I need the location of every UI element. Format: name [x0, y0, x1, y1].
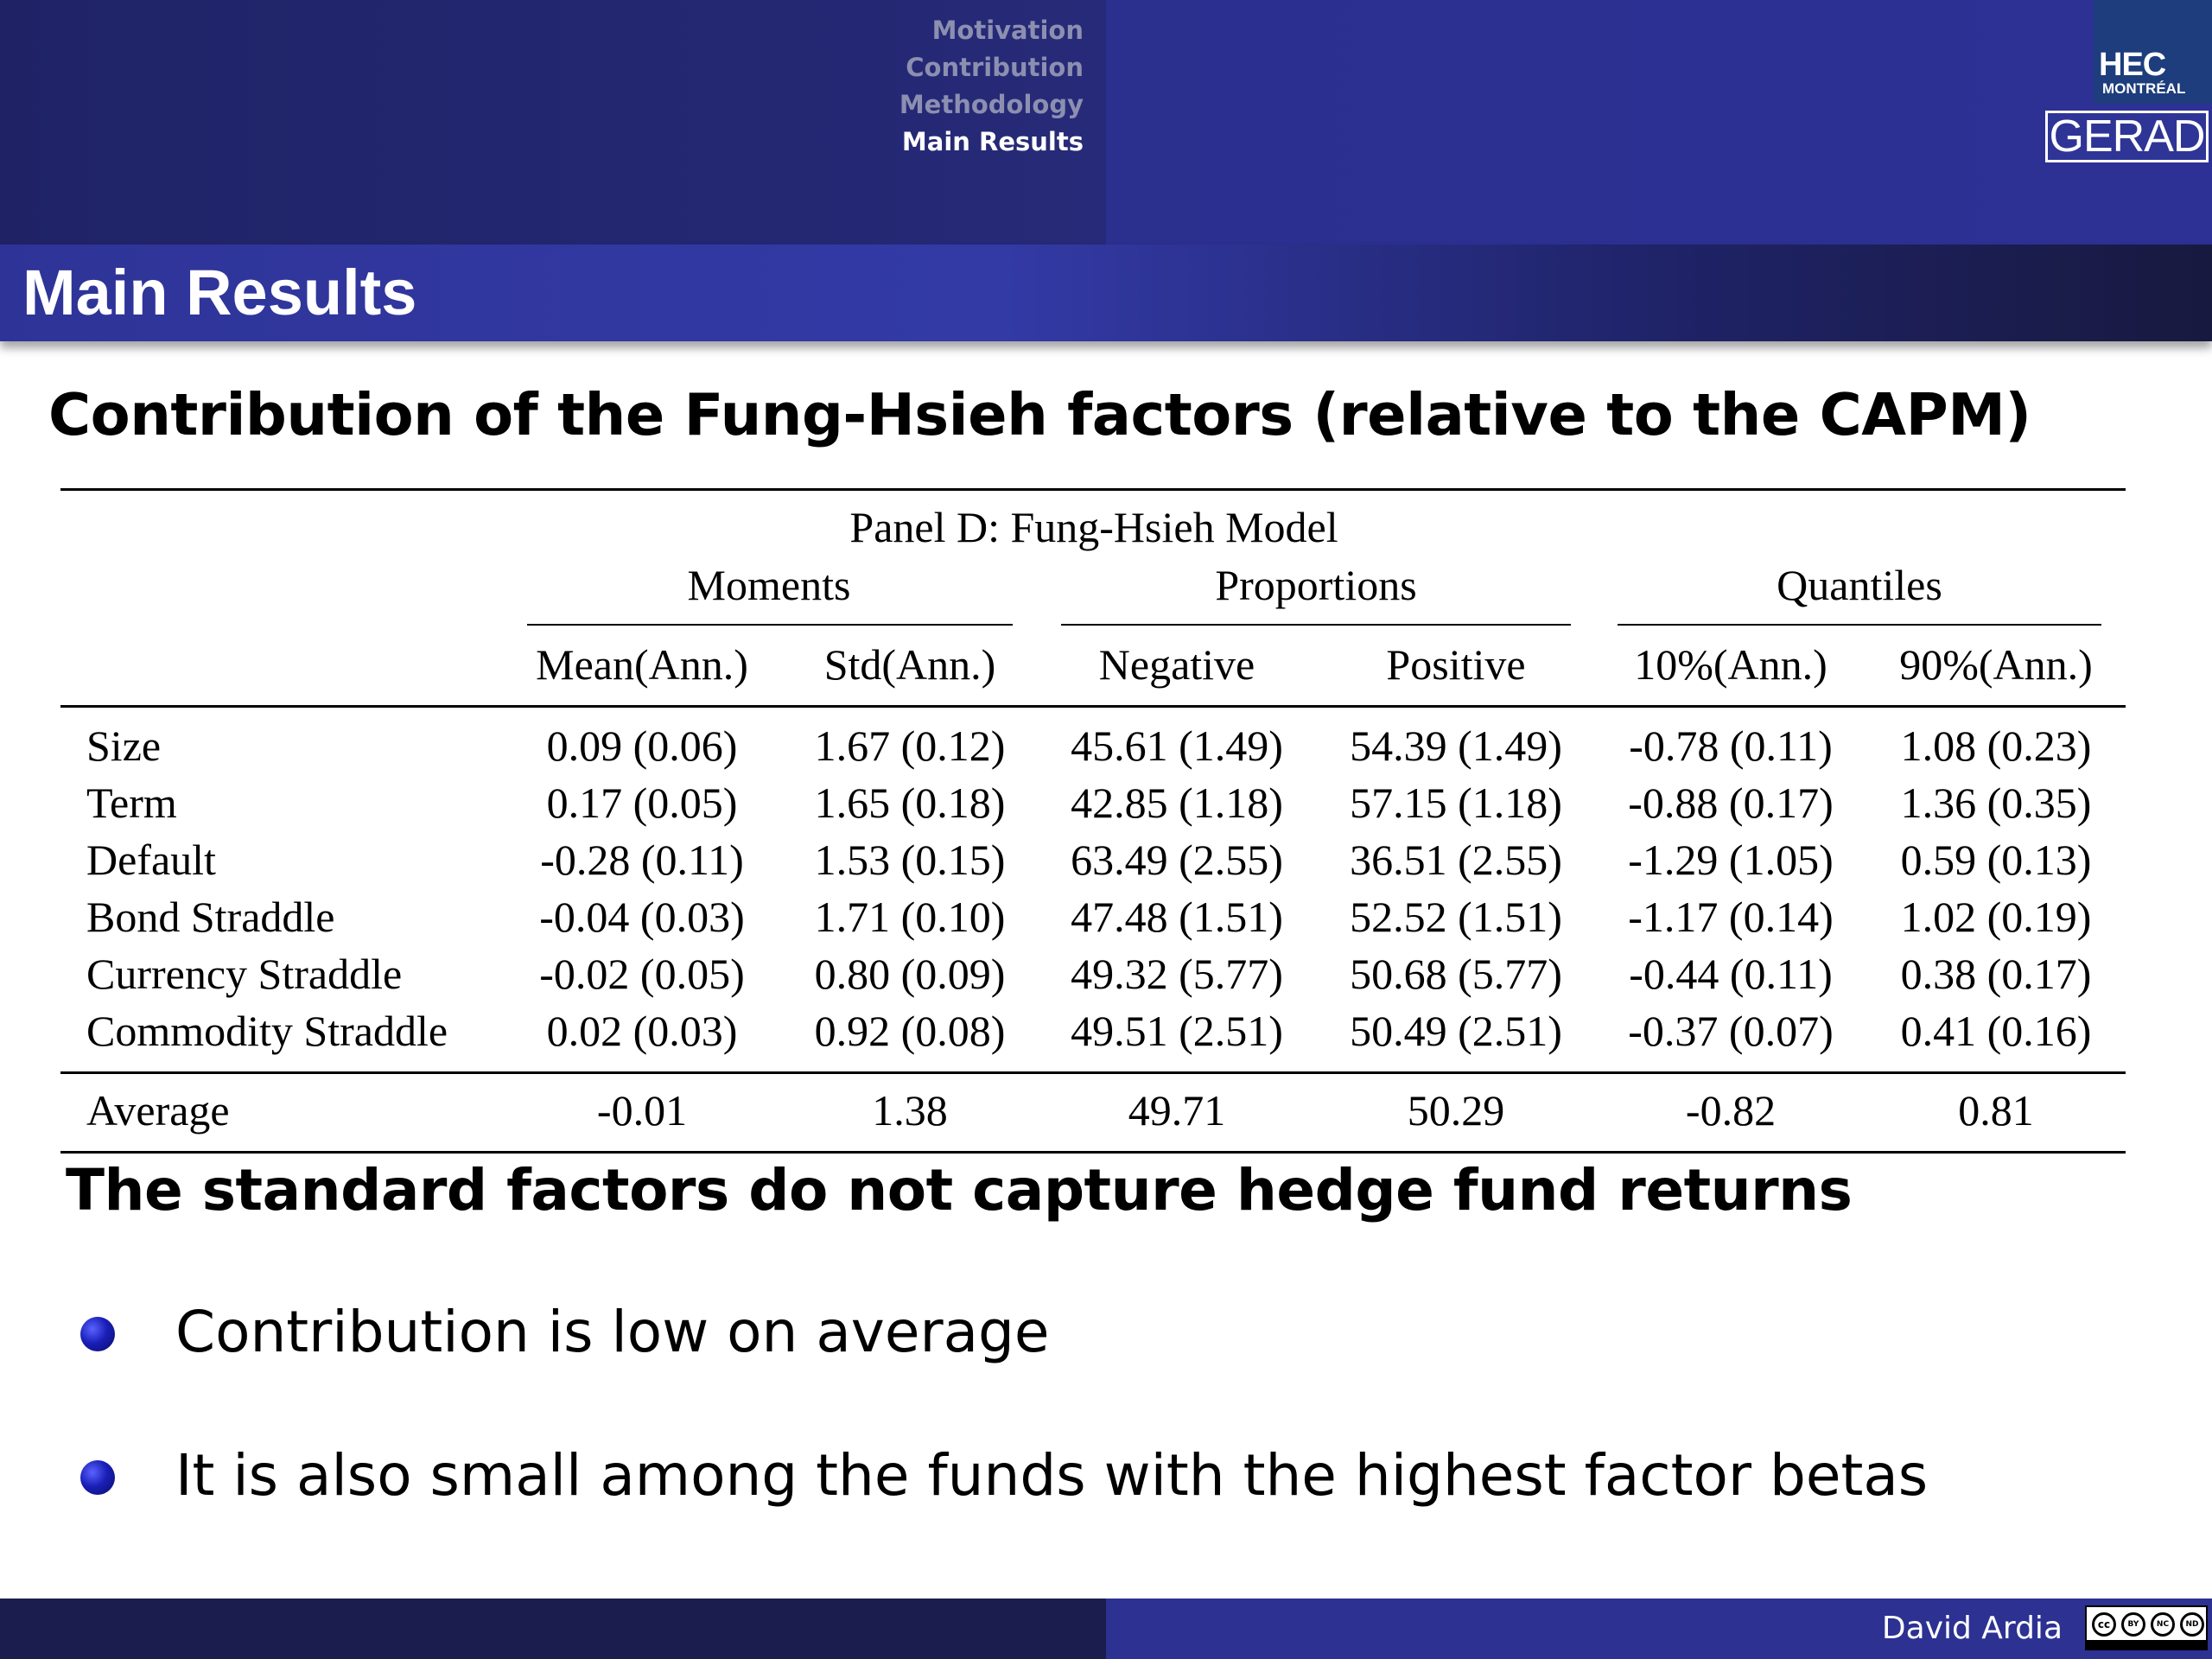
- table-cell: -0.37 (0.07): [1628, 1007, 1834, 1055]
- table-cell: 1.67 (0.12): [814, 721, 1006, 770]
- bullet-text: It is also small among the funds with the highest factor betas: [175, 1442, 1929, 1509]
- hec-montreal-logo: [2094, 0, 2212, 104]
- table-cell: 57.15 (1.18): [1350, 779, 1562, 827]
- row-label: Currency Straddle: [86, 950, 403, 998]
- header-rule: [60, 705, 2126, 708]
- footer-left: [0, 1599, 1106, 1659]
- hec-logo-subtext: MONTRÉAL: [2102, 80, 2186, 97]
- table-cell: 0.38 (0.17): [1900, 950, 2092, 998]
- table-cell: 0.59 (0.13): [1900, 836, 2092, 884]
- cc-nc-icon: NC: [2151, 1612, 2175, 1637]
- table-bottom-rule: [60, 1151, 2126, 1154]
- group-header-quantiles: Quantiles: [1777, 561, 1942, 609]
- average-label: Average: [86, 1086, 230, 1135]
- table-cell: 0.41 (0.16): [1900, 1007, 2092, 1055]
- table-cell: -1.17 (0.14): [1628, 893, 1834, 941]
- cc-by-icon: BY: [2121, 1612, 2145, 1637]
- row-label: Commodity Straddle: [86, 1007, 448, 1055]
- table-cell: -0.44 (0.11): [1629, 950, 1833, 998]
- row-label: Size: [86, 721, 162, 770]
- average-cell: -0.82: [1685, 1086, 1777, 1135]
- panel-title: Panel D: Fung-Hsieh Model: [849, 503, 1338, 551]
- bullet-ball-icon: [80, 1317, 115, 1351]
- frame-title-bar: [0, 245, 2212, 341]
- table-cell: 1.08 (0.23): [1900, 721, 2092, 770]
- group-rule-quantiles: [1618, 624, 2101, 626]
- table-cell: -0.04 (0.03): [539, 893, 745, 941]
- table-cell: 0.09 (0.06): [546, 721, 738, 770]
- column-header: Positive: [1386, 640, 1526, 689]
- table-cell: 1.65 (0.18): [814, 779, 1006, 827]
- column-header: Mean(Ann.): [536, 640, 748, 689]
- frame-title: Main Results: [22, 257, 417, 328]
- table-cell: 0.92 (0.08): [814, 1007, 1006, 1055]
- nav-item-main-results[interactable]: Main Results: [901, 127, 1084, 156]
- table-cell: 50.68 (5.77): [1350, 950, 1562, 998]
- average-cell: 0.81: [1958, 1086, 2034, 1135]
- table-cell: -1.29 (1.05): [1628, 836, 1834, 884]
- row-label: Default: [86, 836, 216, 884]
- nav-item-contribution[interactable]: Contribution: [906, 53, 1084, 82]
- average-rule: [60, 1071, 2126, 1074]
- conclusion-heading: The standard factors do not capture hedge fund returns: [66, 1157, 1853, 1224]
- table-cell: -0.02 (0.05): [539, 950, 745, 998]
- column-header: Negative: [1098, 640, 1255, 689]
- cc-nd-icon: ND: [2180, 1612, 2204, 1637]
- nav-item-methodology[interactable]: Methodology: [899, 90, 1084, 119]
- cc-strip: [2087, 1640, 2206, 1649]
- group-rule-moments: [527, 624, 1013, 626]
- table-cell: 0.17 (0.05): [546, 779, 738, 827]
- table-cell: 49.51 (2.51): [1071, 1007, 1283, 1055]
- hec-logo-text: HEC: [2099, 47, 2166, 83]
- slide-subtitle: Contribution of the Fung-Hsieh factors (relative to the CAPM): [48, 381, 2031, 448]
- table-cell: -0.78 (0.11): [1629, 721, 1833, 770]
- column-header: 90%(Ann.): [1899, 640, 2093, 689]
- column-header: Std(Ann.): [823, 640, 996, 689]
- table-cell: 1.53 (0.15): [814, 836, 1006, 884]
- table-cell: 1.02 (0.19): [1900, 893, 2092, 941]
- average-cell: 50.29: [1407, 1086, 1505, 1135]
- table-cell: -0.28 (0.11): [540, 836, 744, 884]
- table-cell: 50.49 (2.51): [1350, 1007, 1562, 1055]
- table-cell: 54.39 (1.49): [1350, 721, 1562, 770]
- table-cell: 47.48 (1.51): [1071, 893, 1283, 941]
- average-cell: 1.38: [872, 1086, 948, 1135]
- column-header: 10%(Ann.): [1634, 640, 1827, 689]
- table-cell: 0.02 (0.03): [546, 1007, 738, 1055]
- table-cell: 45.61 (1.49): [1071, 721, 1283, 770]
- average-cell: -0.01: [596, 1086, 688, 1135]
- bullet-ball-icon: [80, 1460, 115, 1495]
- group-header-moments: Moments: [687, 561, 851, 609]
- average-cell: 49.71: [1128, 1086, 1226, 1135]
- cc-icon: cc: [2092, 1612, 2116, 1637]
- group-header-proportions: Proportions: [1215, 561, 1417, 609]
- bullet-text: Contribution is low on average: [175, 1299, 1050, 1365]
- table-cell: 52.52 (1.51): [1350, 893, 1562, 941]
- row-label: Bond Straddle: [86, 893, 335, 941]
- table-cell: 49.32 (5.77): [1071, 950, 1283, 998]
- table-cell: 1.71 (0.10): [814, 893, 1006, 941]
- table-top-rule: [60, 488, 2126, 491]
- results-table: [60, 488, 2126, 1154]
- table-cell: 1.36 (0.35): [1900, 779, 2092, 827]
- table-cell: 36.51 (2.55): [1350, 836, 1562, 884]
- section-navigation: [899, 12, 1084, 161]
- table-cell: 63.49 (2.55): [1071, 836, 1283, 884]
- gerad-logo: GERAD: [2045, 111, 2209, 162]
- table-cell: 0.80 (0.09): [814, 950, 1006, 998]
- nav-item-motivation[interactable]: Motivation: [931, 16, 1084, 45]
- group-rule-proportions: [1061, 624, 1571, 626]
- footer-author: David Ardia: [1881, 1611, 2063, 1646]
- row-label: Term: [86, 779, 177, 827]
- creative-commons-icon: [2085, 1605, 2208, 1650]
- table-cell: 42.85 (1.18): [1071, 779, 1283, 827]
- table-cell: -0.88 (0.17): [1628, 779, 1834, 827]
